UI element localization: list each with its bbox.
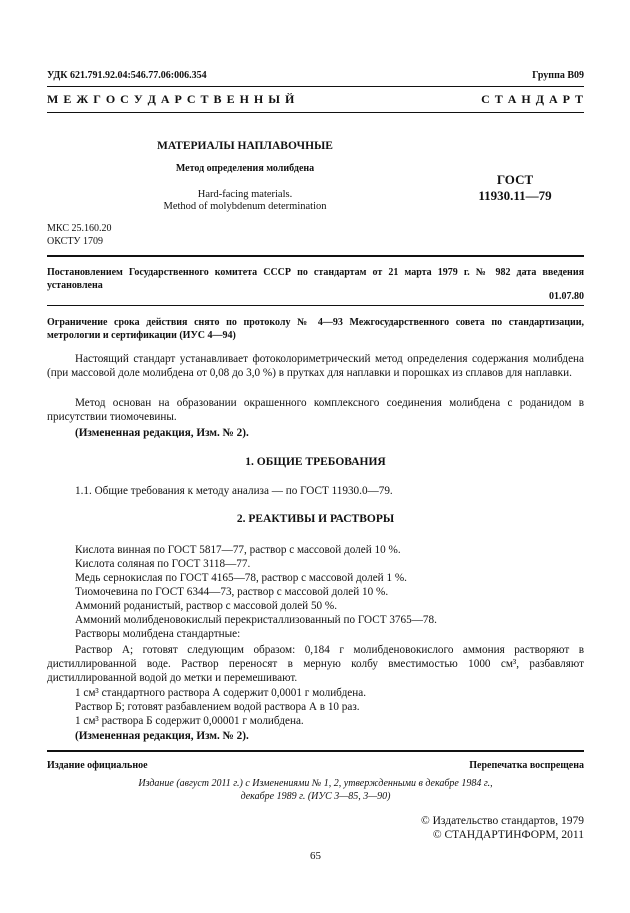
edition-note-2: декабре 1989 г. (ИУС 3—85, 3—90) (240, 791, 391, 802)
title-english-1: Hard-facing materials. (197, 189, 293, 200)
decree-text: Постановлением Государственного комитета СССР по стандартам от 21 марта 1979 г. № 982 дата введения установлена (47, 267, 584, 291)
banner-standard: С Т А Н Д А Р Т (481, 92, 584, 106)
header-rule-top (47, 86, 584, 87)
copyright-publisher: © Издательство стандартов, 1979 (420, 815, 584, 827)
intro-scope: Настоящий стандарт устанавливает фотоколориметрический метод определения содержания молибдена (при массовой доле молибдена от 0,08 до 3,0 %) в прутках для наплавки и порошках из сплавов для наплавки. (47, 353, 584, 379)
decree-rule (47, 305, 584, 306)
page-number: 65 (310, 850, 321, 862)
limitation-text: Ограничение срока действия снято по протоколу № 4—93 Межгосударственного совета по стандартизации, метрологии и сертификации (ИУС 4—94) (47, 317, 584, 341)
reprint-prohibited: Перепечатка воспрещена (469, 760, 584, 771)
reagent-hydrochloric-acid: Кислота соляная по ГОСТ 3118—77. (75, 558, 251, 570)
section-2-heading: 2. РЕАКТИВЫ И РАСТВОРЫ (236, 513, 395, 525)
section-1-item-1: 1.1. Общие требования к методу анализа — по ГОСТ 11930.0—79. (75, 485, 393, 497)
udk-code: УДК 621.791.92.04:546.77.06:006.354 (47, 70, 207, 81)
title-sub: Метод определения молибдена (175, 163, 315, 174)
gost-number: 11930.11—79 (478, 188, 552, 203)
section-1-heading: 1. ОБЩИЕ ТРЕБОВАНИЯ (245, 456, 386, 468)
introduction-date: 01.07.80 (549, 291, 584, 302)
official-edition: Издание официальное (47, 760, 148, 771)
reagent-copper-sulfate: Медь сернокислая по ГОСТ 4165—78, раствор с массовой долей 1 %. (75, 572, 407, 584)
intro-amendment: (Измененная редакция, Изм. № 2). (75, 427, 249, 439)
solution-a-content: 1 см³ стандартного раствора А содержит 0,0001 г молибдена. (75, 687, 367, 699)
title-english-2: Method of molybdenum determination (163, 201, 327, 212)
copyright-standartinform: © СТАНДАРТИНФОРМ, 2011 (432, 829, 584, 841)
section-2-amendment: (Измененная редакция, Изм. № 2). (75, 730, 249, 742)
header-rule-bottom (47, 112, 584, 113)
solution-b-preparation: Раствор Б; готовят разбавлением водой раствора А в 10 раз. (75, 701, 360, 713)
mks-code: МКС 25.160.20 (47, 223, 112, 234)
solution-b-content: 1 см³ раствора Б содержит 0,00001 г молибдена. (75, 715, 304, 727)
reagent-ammonium-molybdate: Аммоний молибденовокислый перекристаллизованный по ГОСТ 3765—78. (75, 614, 437, 626)
title-main: МАТЕРИАЛЫ НАПЛАВОЧНЫЕ (157, 140, 333, 152)
reagent-ammonium-thiocyanate: Аммоний роданистый, раствор с массовой долей 50 %. (75, 600, 338, 612)
footer-rule (47, 750, 584, 752)
edition-note-1: Издание (август 2011 г.) с Изменениями № 1, 2, утвержденными в декабре 1984 г., (138, 778, 493, 789)
reagent-tartaric-acid: Кислота винная по ГОСТ 5817—77, раствор с массовой долей 10 %. (75, 544, 401, 556)
group-code: Группа В09 (532, 70, 584, 81)
banner-interstate: М Е Ж Г О С У Д А Р С Т В Е Н Н Ы Й (47, 92, 296, 106)
solution-a-preparation: Раствор А; готовят следующим образом: 0,184 г молибденовокислого аммония растворяют в дистиллированной воде. Раствор переносят в мерную колбу вместимостью 1000 см³, разбавляют дистиллированной водой до метки и перемешивают. (47, 644, 584, 684)
reagent-thiourea: Тиомочевина по ГОСТ 6344—73, раствор с массовой долей 10 %. (75, 586, 389, 598)
okstu-code: ОКСТУ 1709 (47, 236, 104, 247)
gost-label: ГОСТ (496, 172, 534, 187)
standard-solutions-label: Растворы молибдена стандартные: (75, 628, 241, 640)
classifier-rule (47, 255, 584, 257)
intro-method: Метод основан на образовании окрашенного комплексного соединения молибдена с роданидом в присутствии тиомочевины. (47, 397, 584, 423)
